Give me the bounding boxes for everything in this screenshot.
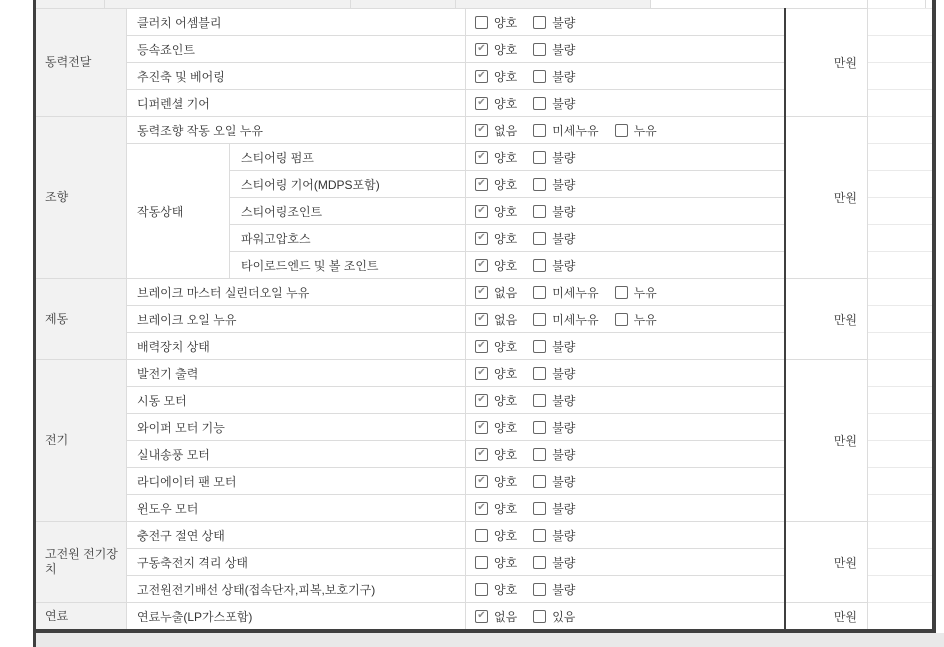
checkbox[interactable] bbox=[475, 43, 488, 56]
cutoff-row-divider bbox=[350, 0, 351, 8]
item-cell bbox=[126, 359, 465, 386]
checkbox-option bbox=[475, 41, 517, 58]
item-cell bbox=[126, 278, 465, 305]
checkbox-label: 있음 bbox=[552, 609, 576, 624]
memo-cell bbox=[867, 548, 933, 575]
checkbox-label: 양호 bbox=[494, 69, 518, 84]
checkbox-label: 불량 bbox=[552, 420, 576, 435]
item-label: 충전구 절연 상태 bbox=[137, 528, 225, 543]
price-cell bbox=[785, 602, 867, 629]
checkbox[interactable] bbox=[533, 448, 546, 461]
memo-cell bbox=[867, 305, 933, 332]
category-cell bbox=[36, 359, 126, 521]
item-cell bbox=[126, 62, 465, 89]
item-label: 발전기 출력 bbox=[137, 366, 199, 381]
options-cell bbox=[465, 575, 785, 602]
item-cell bbox=[126, 8, 465, 35]
options-cell bbox=[465, 170, 785, 197]
item-label: 윈도우 모터 bbox=[137, 501, 199, 516]
checkbox-option bbox=[475, 14, 517, 31]
options-cell bbox=[465, 332, 785, 359]
checkbox-option bbox=[615, 284, 657, 301]
checkbox[interactable] bbox=[475, 286, 488, 299]
options-cell bbox=[465, 89, 785, 116]
checkbox-label: 불량 bbox=[552, 366, 576, 381]
category-cell bbox=[36, 8, 126, 116]
checkbox[interactable] bbox=[533, 97, 546, 110]
checkbox[interactable] bbox=[475, 340, 488, 353]
category-cell bbox=[36, 521, 126, 602]
table-left-border bbox=[33, 0, 36, 647]
memo-cell bbox=[867, 602, 933, 629]
checkbox-option bbox=[475, 473, 517, 490]
checkbox[interactable] bbox=[475, 556, 488, 569]
category-cell bbox=[36, 278, 126, 359]
checkbox-option bbox=[533, 14, 575, 31]
options-cell bbox=[465, 467, 785, 494]
category-cell bbox=[36, 602, 126, 629]
checkbox[interactable] bbox=[475, 529, 488, 542]
checkbox-option bbox=[475, 365, 517, 382]
price-column-divider bbox=[784, 8, 786, 629]
item-cell bbox=[126, 386, 465, 413]
category-cell bbox=[36, 116, 126, 278]
options-cell bbox=[465, 197, 785, 224]
checkbox-option bbox=[475, 554, 517, 571]
item-cell bbox=[230, 251, 465, 278]
checkbox-label: 양호 bbox=[494, 393, 518, 408]
checkbox-label: 없음 bbox=[494, 123, 518, 138]
checkbox-label: 양호 bbox=[494, 420, 518, 435]
checkbox-label: 불량 bbox=[552, 150, 576, 165]
checkbox-label: 양호 bbox=[494, 96, 518, 111]
item-label: 와이퍼 모터 기능 bbox=[137, 420, 225, 435]
checkbox-option bbox=[475, 581, 517, 598]
item-cell bbox=[126, 548, 465, 575]
table-right-border bbox=[932, 0, 936, 633]
checkbox[interactable] bbox=[615, 124, 628, 137]
memo-cell bbox=[867, 386, 933, 413]
checkbox[interactable] bbox=[533, 583, 546, 596]
cutoff-row-remnant bbox=[36, 0, 650, 8]
item-label: 스티어링조인트 bbox=[241, 204, 323, 219]
checkbox[interactable] bbox=[533, 610, 546, 623]
checkbox[interactable] bbox=[615, 286, 628, 299]
checkbox-option bbox=[475, 230, 517, 247]
checkbox-option bbox=[533, 95, 575, 112]
memo-cell bbox=[867, 413, 933, 440]
memo-cell bbox=[867, 467, 933, 494]
memo-cell bbox=[867, 575, 933, 602]
checkbox-label: 양호 bbox=[494, 366, 518, 381]
checkbox-label: 양호 bbox=[494, 528, 518, 543]
checkbox[interactable] bbox=[475, 610, 488, 623]
item-cell bbox=[230, 197, 465, 224]
checkbox[interactable] bbox=[533, 70, 546, 83]
price-unit-label: 만원 bbox=[833, 609, 857, 624]
options-cell bbox=[465, 62, 785, 89]
checkbox[interactable] bbox=[475, 583, 488, 596]
item-label: 배력장치 상태 bbox=[137, 339, 210, 354]
options-cell bbox=[465, 8, 785, 35]
checkbox[interactable] bbox=[533, 475, 546, 488]
checkbox[interactable] bbox=[475, 475, 488, 488]
options-cell bbox=[465, 521, 785, 548]
memo-cell bbox=[867, 278, 933, 305]
memo-cell bbox=[867, 170, 933, 197]
checkbox-label: 불량 bbox=[552, 447, 576, 462]
price-unit-label: 만원 bbox=[833, 312, 857, 327]
bottom-gray-strip bbox=[36, 633, 944, 647]
checkbox[interactable] bbox=[533, 421, 546, 434]
checkbox-label: 양호 bbox=[494, 555, 518, 570]
checkbox-label: 불량 bbox=[552, 231, 576, 246]
cutoff-row-divider bbox=[104, 0, 105, 8]
item-label: 라디에이터 팬 모터 bbox=[137, 474, 237, 489]
options-cell bbox=[465, 278, 785, 305]
item-label: 디퍼렌셜 기어 bbox=[137, 96, 210, 111]
memo-cell bbox=[867, 251, 933, 278]
checkbox-option bbox=[475, 446, 517, 463]
memo-cell bbox=[867, 89, 933, 116]
checkbox-option bbox=[475, 122, 517, 139]
checkbox-option bbox=[475, 392, 517, 409]
memo-cell bbox=[867, 359, 933, 386]
price-cell bbox=[785, 521, 867, 602]
checkbox-label: 불량 bbox=[552, 204, 576, 219]
checkbox[interactable] bbox=[475, 124, 488, 137]
checkbox-label: 불량 bbox=[552, 501, 576, 516]
checkbox-option bbox=[615, 122, 657, 139]
checkbox-label: 양호 bbox=[494, 42, 518, 57]
checkbox[interactable] bbox=[615, 313, 628, 326]
checkbox-option bbox=[533, 365, 575, 382]
checkbox-label: 불량 bbox=[552, 96, 576, 111]
checkbox-option bbox=[475, 608, 517, 625]
options-cell bbox=[465, 35, 785, 62]
checkbox-label: 불량 bbox=[552, 528, 576, 543]
item-cell bbox=[230, 143, 465, 170]
price-unit-label: 만원 bbox=[833, 434, 857, 448]
item-label: 고전원전기배선 상태(접속단자,피복,보호기구) bbox=[137, 582, 376, 597]
memo-cell bbox=[867, 62, 933, 89]
item-cell bbox=[230, 170, 465, 197]
options-cell bbox=[465, 602, 785, 629]
checkbox-label: 양호 bbox=[494, 150, 518, 165]
checkbox-option bbox=[533, 41, 575, 58]
checkbox-label: 없음 bbox=[494, 609, 518, 624]
checkbox-label: 양호 bbox=[494, 447, 518, 462]
checkbox-label: 미세누유 bbox=[552, 285, 599, 300]
checkbox[interactable] bbox=[533, 556, 546, 569]
checkbox-option bbox=[475, 68, 517, 85]
checkbox-label: 불량 bbox=[552, 258, 576, 273]
checkbox[interactable] bbox=[475, 97, 488, 110]
checkbox[interactable] bbox=[475, 448, 488, 461]
checkbox-option bbox=[533, 392, 575, 409]
checkbox-label: 양호 bbox=[494, 231, 518, 246]
memo-cell bbox=[867, 8, 933, 35]
checkbox-label: 불량 bbox=[552, 582, 576, 597]
price-cell bbox=[785, 359, 867, 521]
options-cell bbox=[465, 359, 785, 386]
checkbox[interactable] bbox=[475, 259, 488, 272]
memo-cell bbox=[867, 521, 933, 548]
cutoff-row-divider bbox=[455, 0, 456, 8]
checkbox-option bbox=[475, 176, 517, 193]
checkbox[interactable] bbox=[533, 394, 546, 407]
price-unit-label: 만원 bbox=[833, 191, 857, 205]
checkbox[interactable] bbox=[475, 313, 488, 326]
category-label: 전기 bbox=[45, 433, 69, 447]
checkbox-option bbox=[533, 419, 575, 436]
item-label: 스티어링 펌프 bbox=[241, 150, 314, 165]
memo-cell bbox=[867, 143, 933, 170]
item-cell bbox=[126, 602, 465, 629]
checkbox[interactable] bbox=[475, 151, 488, 164]
checkbox[interactable] bbox=[533, 178, 546, 191]
item-label: 연료누출(LP가스포함) bbox=[137, 609, 253, 624]
item-cell bbox=[230, 224, 465, 251]
checkbox-option bbox=[533, 122, 598, 139]
checkbox-option bbox=[475, 257, 517, 274]
checkbox-option bbox=[533, 203, 575, 220]
checkbox-option bbox=[533, 554, 575, 571]
checkbox-label: 없음 bbox=[494, 312, 518, 327]
checkbox-label: 불량 bbox=[552, 555, 576, 570]
checkbox-label: 미세누유 bbox=[552, 123, 599, 138]
checkbox-label: 불량 bbox=[552, 15, 576, 30]
item-label: 추진축 및 베어링 bbox=[137, 69, 225, 84]
subgroup-cell bbox=[126, 143, 230, 278]
checkbox-option bbox=[533, 149, 575, 166]
checkbox[interactable] bbox=[475, 367, 488, 380]
checkbox-label: 양호 bbox=[494, 474, 518, 489]
checkbox-option bbox=[533, 608, 575, 625]
category-label: 조향 bbox=[45, 190, 69, 204]
item-label: 브레이크 오일 누유 bbox=[137, 312, 237, 327]
price-cell bbox=[785, 278, 867, 359]
checkbox[interactable] bbox=[533, 232, 546, 245]
category-column-divider bbox=[126, 8, 127, 629]
checkbox[interactable] bbox=[533, 124, 546, 137]
checkbox-label: 불량 bbox=[552, 42, 576, 57]
checkbox[interactable] bbox=[533, 151, 546, 164]
checkbox-option bbox=[533, 500, 575, 517]
checkbox-label: 양호 bbox=[494, 582, 518, 597]
checkbox[interactable] bbox=[533, 259, 546, 272]
checkbox-option bbox=[533, 68, 575, 85]
checkbox-option bbox=[475, 95, 517, 112]
checkbox[interactable] bbox=[475, 421, 488, 434]
checkbox-label: 양호 bbox=[494, 15, 518, 30]
checkbox[interactable] bbox=[475, 232, 488, 245]
checkbox-option bbox=[533, 473, 575, 490]
checkbox-option bbox=[533, 311, 598, 328]
checkbox[interactable] bbox=[475, 205, 488, 218]
category-label: 동력전달 bbox=[45, 55, 92, 69]
checkbox-label: 양호 bbox=[494, 501, 518, 516]
checkbox-label: 미세누유 bbox=[552, 312, 599, 327]
price-cell bbox=[785, 116, 867, 278]
checkbox-label: 양호 bbox=[494, 258, 518, 273]
checkbox-label: 불량 bbox=[552, 69, 576, 84]
item-cell bbox=[126, 35, 465, 62]
options-column-divider bbox=[465, 8, 466, 629]
item-label: 스티어링 기어(MDPS포함) bbox=[241, 177, 380, 192]
cutoff-row-divider bbox=[925, 0, 926, 8]
checkbox-option bbox=[475, 149, 517, 166]
price-cell bbox=[785, 8, 867, 116]
options-cell bbox=[465, 251, 785, 278]
checkbox-label: 불량 bbox=[552, 474, 576, 489]
item-cell bbox=[126, 305, 465, 332]
item-cell bbox=[126, 521, 465, 548]
checkbox-option bbox=[533, 581, 575, 598]
memo-cell bbox=[867, 116, 933, 143]
item-label: 실내송풍 모터 bbox=[137, 447, 210, 462]
checkbox-option bbox=[533, 527, 575, 544]
checkbox[interactable] bbox=[533, 43, 546, 56]
checkbox-label: 양호 bbox=[494, 204, 518, 219]
checkbox-option bbox=[475, 203, 517, 220]
checkbox[interactable] bbox=[533, 340, 546, 353]
checkbox[interactable] bbox=[533, 286, 546, 299]
item-label: 구동축전지 격리 상태 bbox=[137, 555, 248, 570]
checkbox-option bbox=[475, 311, 517, 328]
checkbox-option bbox=[533, 338, 575, 355]
memo-cell bbox=[867, 440, 933, 467]
checkbox-option bbox=[533, 446, 575, 463]
item-cell bbox=[126, 494, 465, 521]
checkbox-option bbox=[533, 257, 575, 274]
checkbox-label: 없음 bbox=[494, 285, 518, 300]
memo-cell bbox=[867, 494, 933, 521]
item-cell bbox=[126, 467, 465, 494]
options-cell bbox=[465, 116, 785, 143]
price-unit-label: 만원 bbox=[833, 555, 857, 570]
category-label: 고전원 전기장치 bbox=[45, 547, 118, 576]
memo-cell bbox=[867, 332, 933, 359]
item-label: 동력조향 작동 오일 누유 bbox=[137, 123, 263, 138]
subgroup-label: 작동상태 bbox=[137, 204, 184, 219]
memo-column-divider bbox=[867, 0, 868, 629]
checkbox-label: 양호 bbox=[494, 177, 518, 192]
checkbox-option bbox=[533, 176, 575, 193]
checkbox-label: 불량 bbox=[552, 177, 576, 192]
checkbox-option bbox=[475, 419, 517, 436]
checkbox[interactable] bbox=[533, 367, 546, 380]
checkbox-label: 누유 bbox=[633, 123, 657, 138]
memo-cell bbox=[867, 197, 933, 224]
price-unit-label: 만원 bbox=[833, 56, 857, 70]
checkbox-option bbox=[475, 527, 517, 544]
item-label: 등속죠인트 bbox=[137, 42, 195, 57]
options-cell bbox=[465, 224, 785, 251]
item-cell bbox=[126, 89, 465, 116]
item-cell bbox=[126, 575, 465, 602]
options-cell bbox=[465, 386, 785, 413]
item-label: 시동 모터 bbox=[137, 393, 187, 408]
checkbox-label: 누유 bbox=[633, 285, 657, 300]
checkbox-option bbox=[533, 284, 598, 301]
options-cell bbox=[465, 440, 785, 467]
item-cell bbox=[126, 440, 465, 467]
checkbox[interactable] bbox=[475, 70, 488, 83]
checkbox-option bbox=[615, 311, 657, 328]
options-cell bbox=[465, 413, 785, 440]
checkbox[interactable] bbox=[533, 313, 546, 326]
checkbox-option bbox=[475, 500, 517, 517]
options-cell bbox=[465, 548, 785, 575]
category-label: 연료 bbox=[45, 608, 69, 623]
memo-cell bbox=[867, 35, 933, 62]
item-cell bbox=[126, 413, 465, 440]
memo-cell bbox=[867, 224, 933, 251]
checkbox[interactable] bbox=[533, 529, 546, 542]
options-cell bbox=[465, 494, 785, 521]
checkbox[interactable] bbox=[533, 16, 546, 29]
options-cell bbox=[465, 305, 785, 332]
item-cell bbox=[126, 116, 465, 143]
checkbox-option bbox=[533, 230, 575, 247]
checkbox[interactable] bbox=[533, 205, 546, 218]
item-label: 타이로드엔드 및 볼 조인트 bbox=[241, 258, 379, 273]
options-cell bbox=[465, 143, 785, 170]
checkbox[interactable] bbox=[475, 16, 488, 29]
checkbox[interactable] bbox=[475, 178, 488, 191]
checkbox-label: 양호 bbox=[494, 339, 518, 354]
checkbox-label: 누유 bbox=[633, 312, 657, 327]
checkbox-label: 불량 bbox=[552, 339, 576, 354]
checkbox[interactable] bbox=[475, 394, 488, 407]
category-label: 제동 bbox=[45, 311, 69, 326]
item-label: 클러치 어셈블리 bbox=[137, 15, 222, 30]
cutoff-row-divider bbox=[650, 0, 651, 8]
checkbox-label: 불량 bbox=[552, 393, 576, 408]
checkbox[interactable] bbox=[475, 502, 488, 515]
checkbox-option bbox=[475, 338, 517, 355]
item-label: 브레이크 마스터 실린더오일 누유 bbox=[137, 285, 310, 300]
item-cell bbox=[126, 332, 465, 359]
checkbox[interactable] bbox=[533, 502, 546, 515]
checkbox-option bbox=[475, 284, 517, 301]
item-label: 파워고압호스 bbox=[241, 231, 311, 246]
